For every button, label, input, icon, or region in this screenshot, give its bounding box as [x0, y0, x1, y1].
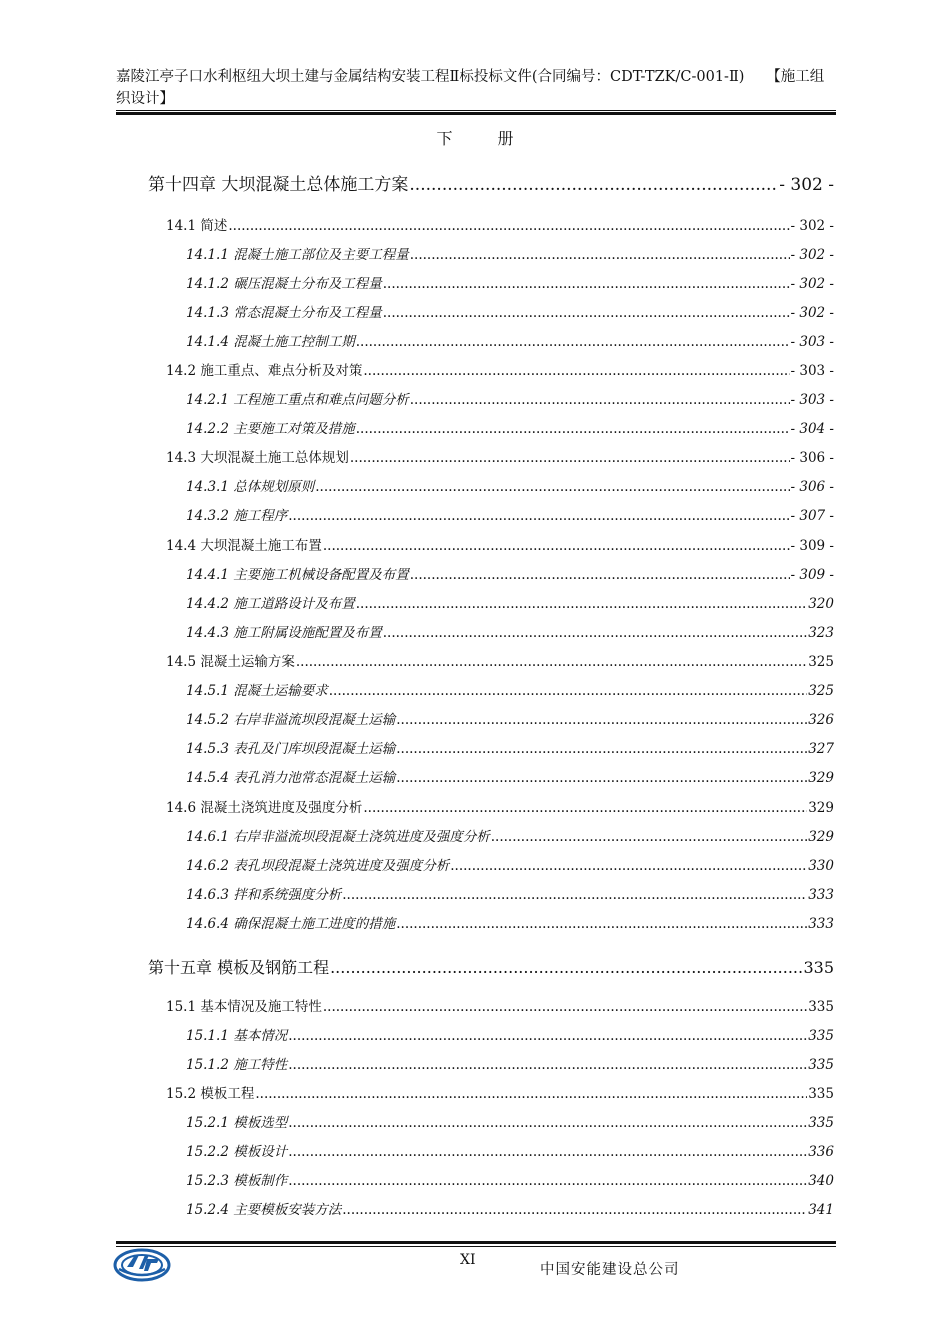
toc-entry-label: 14.6.4 确保混凝土施工进度的措施	[186, 916, 396, 932]
toc-section-entry[interactable]	[166, 534, 834, 554]
toc-subsection-entry[interactable]	[186, 1111, 834, 1131]
page-header	[116, 66, 836, 110]
toc-section-entry[interactable]	[166, 359, 834, 379]
toc-leader-dots	[350, 450, 790, 466]
toc-entry-page: 330	[808, 858, 834, 874]
toc-subsection-entry[interactable]	[186, 504, 834, 524]
toc-entry-page: 329	[808, 829, 834, 845]
toc-subsection-entry[interactable]	[186, 243, 834, 263]
toc-entry-label: 14.6.2 表孔坝段混凝土浇筑进度及强度分析	[186, 858, 450, 874]
toc-subsection-entry[interactable]	[186, 388, 834, 408]
toc-leader-dots	[383, 625, 807, 641]
toc-leader-dots	[288, 1057, 807, 1073]
toc-leader-dots	[396, 741, 807, 757]
toc-leader-dots	[323, 999, 807, 1015]
toc-entry-page: 326	[808, 712, 834, 728]
toc-entry-page: 341	[808, 1202, 834, 1218]
toc-entry-page: - 302 -	[790, 247, 834, 263]
toc-entry-page: 336	[808, 1144, 834, 1160]
toc-entry-label: 14.3.1 总体规划原则	[186, 479, 315, 495]
toc-entry-label: 14.1.1 混凝土施工部位及主要工程量	[186, 247, 409, 263]
toc-entry-page: 335	[808, 999, 834, 1015]
toc-entry-page: - 303 -	[790, 392, 834, 408]
toc-entry-label: 14.6 混凝土浇筑进度及强度分析	[166, 800, 363, 816]
toc-entry-page: - 302 -	[790, 276, 834, 292]
toc-leader-dots	[288, 1173, 807, 1189]
toc-entry-label: 14.5.2 右岸非溢流坝段混凝土运输	[186, 712, 396, 728]
footer-rule	[116, 1241, 836, 1247]
toc-leader-dots	[228, 218, 789, 234]
toc-subsection-entry[interactable]	[186, 912, 834, 932]
toc-entry-page: - 304 -	[790, 421, 834, 437]
toc-entry-page: 335	[808, 1057, 834, 1073]
toc-leader-dots	[396, 916, 807, 932]
toc-entry-label: 15.1 基本情况及施工特性	[166, 999, 322, 1015]
toc-entry-label: 14.3 大坝混凝土施工总体规划	[166, 450, 349, 466]
toc-entry-label: 15.2.3 模板制作	[186, 1173, 288, 1189]
toc-subsection-entry[interactable]	[186, 592, 834, 612]
toc-entry-label: 14.4.2 施工道路设计及布置	[186, 596, 355, 612]
toc-entry-page: - 307 -	[790, 508, 834, 524]
toc-subsection-entry[interactable]	[186, 766, 834, 786]
toc-leader-dots	[410, 247, 790, 263]
toc-subsection-entry[interactable]	[186, 737, 834, 757]
toc-entry-page: 333	[808, 887, 834, 903]
toc-leader-dots	[450, 858, 807, 874]
toc-entry-label: 14.3.2 施工程序	[186, 508, 288, 524]
toc-entry-label: 15.2.2 模板设计	[186, 1144, 288, 1160]
toc-leader-dots	[323, 538, 790, 554]
toc-leader-dots	[288, 1115, 807, 1131]
toc-leader-dots	[315, 479, 789, 495]
toc-subsection-entry[interactable]	[186, 708, 834, 728]
toc-entry-label: 第十五章 模板及钢筋工程	[148, 958, 330, 977]
toc-leader-dots	[288, 1144, 807, 1160]
toc-entry-page: - 303 -	[790, 334, 834, 350]
toc-entry-page: - 302 -	[790, 305, 834, 321]
toc-subsection-entry[interactable]	[186, 272, 834, 292]
toc-entry-page: 335	[808, 1115, 834, 1131]
toc-entry-label: 14.4.1 主要施工机械设备配置及布置	[186, 567, 409, 583]
toc-leader-dots	[288, 1028, 807, 1044]
toc-entry-label: 14.4 大坝混凝土施工布置	[166, 538, 322, 554]
toc-subsection-entry[interactable]	[186, 825, 834, 845]
footer-rule-thick	[116, 1241, 836, 1244]
toc-leader-dots	[255, 1086, 807, 1102]
toc-subsection-entry[interactable]	[186, 679, 834, 699]
footer-rule-thin	[116, 1246, 836, 1247]
company-logo-icon	[113, 1247, 171, 1283]
toc-leader-dots	[410, 567, 790, 583]
toc-entry-label: 14.2.2 主要施工对策及措施	[186, 421, 355, 437]
toc-chapter-entry[interactable]	[148, 955, 834, 978]
toc-entry-page: 329	[808, 800, 834, 816]
toc-leader-dots	[396, 712, 807, 728]
toc-entry-label: 15.1.1 基本情况	[186, 1028, 288, 1044]
toc-entry-page: 320	[808, 596, 834, 612]
toc-entry-page: - 309 -	[790, 567, 834, 583]
toc-section-entry[interactable]	[166, 650, 834, 670]
toc-subsection-entry[interactable]	[186, 563, 834, 583]
toc-leader-dots	[363, 800, 807, 816]
toc-entry-page: - 309 -	[790, 538, 834, 554]
toc-entry-label: 14.6.1 右岸非溢流坝段混凝土浇筑进度及强度分析	[186, 829, 490, 845]
toc-entry-label: 14.2.1 工程施工重点和难点问题分析	[186, 392, 409, 408]
toc-entry-label: 14.6.3 拌和系统强度分析	[186, 887, 342, 903]
toc-entry-label: 15.2.4 主要模板安装方法	[186, 1202, 342, 1218]
toc-entry-page: 333	[808, 916, 834, 932]
toc-subsection-entry[interactable]	[186, 883, 834, 903]
toc-leader-dots	[288, 508, 789, 524]
toc-entry-page: - 302 -	[790, 218, 834, 234]
toc-section-entry[interactable]	[166, 446, 834, 466]
toc-entry-page: 340	[808, 1173, 834, 1189]
toc-entry-label: 14.5 混凝土运输方案	[166, 654, 295, 670]
toc-leader-dots	[409, 175, 778, 195]
toc-leader-dots	[383, 305, 790, 321]
toc-entry-label: 14.1.2 碾压混凝土分布及工程量	[186, 276, 382, 292]
toc-section-entry[interactable]	[166, 995, 834, 1015]
toc-leader-dots	[356, 596, 807, 612]
header-rule-thin	[116, 110, 836, 111]
toc-subsection-entry[interactable]	[186, 621, 834, 641]
header-rule-thick	[116, 112, 836, 115]
toc-subsection-entry[interactable]	[186, 854, 834, 874]
toc-subsection-entry[interactable]	[186, 1053, 834, 1073]
toc-entry-page: - 302 -	[779, 175, 834, 195]
header-rule	[116, 110, 836, 116]
toc-leader-dots	[491, 829, 807, 845]
toc-entry-page: - 303 -	[790, 363, 834, 379]
toc-entry-label: 14.5.3 表孔及门库坝段混凝土运输	[186, 741, 396, 757]
toc-chapter-entry[interactable]	[148, 170, 834, 195]
toc-entry-page: 325	[808, 654, 834, 670]
toc-leader-dots	[383, 276, 790, 292]
toc-subsection-entry[interactable]	[186, 417, 834, 437]
toc-leader-dots	[296, 654, 807, 670]
toc-entry-page: - 306 -	[790, 479, 834, 495]
toc-subsection-entry[interactable]	[186, 330, 834, 350]
toc-subsection-entry[interactable]	[186, 1198, 834, 1218]
company-name: 中国安能建设总公司	[540, 1262, 680, 1278]
toc-section-entry[interactable]	[166, 1082, 834, 1102]
toc-entry-page: 325	[808, 683, 834, 699]
toc-leader-dots	[356, 334, 790, 350]
toc-entry-page: 329	[808, 770, 834, 786]
toc-entry-page: 335	[808, 1028, 834, 1044]
toc-leader-dots	[396, 770, 807, 786]
toc-entry-label: 15.2 模板工程	[166, 1086, 255, 1102]
toc-subsection-entry[interactable]	[186, 475, 834, 495]
toc-entry-label: 15.2.1 模板选型	[186, 1115, 288, 1131]
toc-leader-dots	[342, 1202, 807, 1218]
toc-subsection-entry[interactable]	[186, 1169, 834, 1189]
toc-entry-page: - 306 -	[790, 450, 834, 466]
toc-leader-dots	[410, 392, 790, 408]
toc-leader-dots	[356, 421, 790, 437]
toc-entry-page: 327	[808, 741, 834, 757]
toc-entry-label: 14.1.3 常态混凝土分布及工程量	[186, 305, 382, 321]
toc-subsection-entry[interactable]	[186, 301, 834, 321]
toc-leader-dots	[330, 958, 802, 977]
toc-entry-label: 14.4.3 施工附属设施配置及布置	[186, 625, 382, 641]
toc-entry-label: 14.5.1 混凝土运输要求	[186, 683, 328, 699]
toc-entry-label: 14.1 简述	[166, 218, 228, 234]
toc-entry-label: 14.2 施工重点、难点分析及对策	[166, 363, 363, 379]
header-title: 嘉陵江亭子口水利枢纽大坝土建与金属结构安装工程Ⅱ标投标文件(合同编号：CDT-TZK/C-001-Ⅱ) 【施工组织设计】	[116, 69, 825, 107]
toc-subsection-entry[interactable]	[186, 1140, 834, 1160]
toc-entry-page: 335	[808, 1086, 834, 1102]
toc-leader-dots	[329, 683, 807, 699]
toc-section-entry[interactable]	[166, 214, 834, 234]
page-number: XI	[460, 1252, 476, 1268]
toc-entry-label: 第十四章 大坝混凝土总体施工方案	[148, 175, 409, 195]
toc-subsection-entry[interactable]	[186, 1024, 834, 1044]
toc-section-entry[interactable]	[166, 796, 834, 816]
toc-entry-label: 15.1.2 施工特性	[186, 1057, 288, 1073]
toc-entry-page: 323	[808, 625, 834, 641]
toc-entry-label: 14.5.4 表孔消力池常态混凝土运输	[186, 770, 396, 786]
toc-entry-page: 335	[803, 958, 834, 977]
volume-title: 下 册	[436, 129, 534, 148]
toc-leader-dots	[363, 363, 789, 379]
toc-leader-dots	[342, 887, 807, 903]
toc-entry-label: 14.1.4 混凝土施工控制工期	[186, 334, 355, 350]
